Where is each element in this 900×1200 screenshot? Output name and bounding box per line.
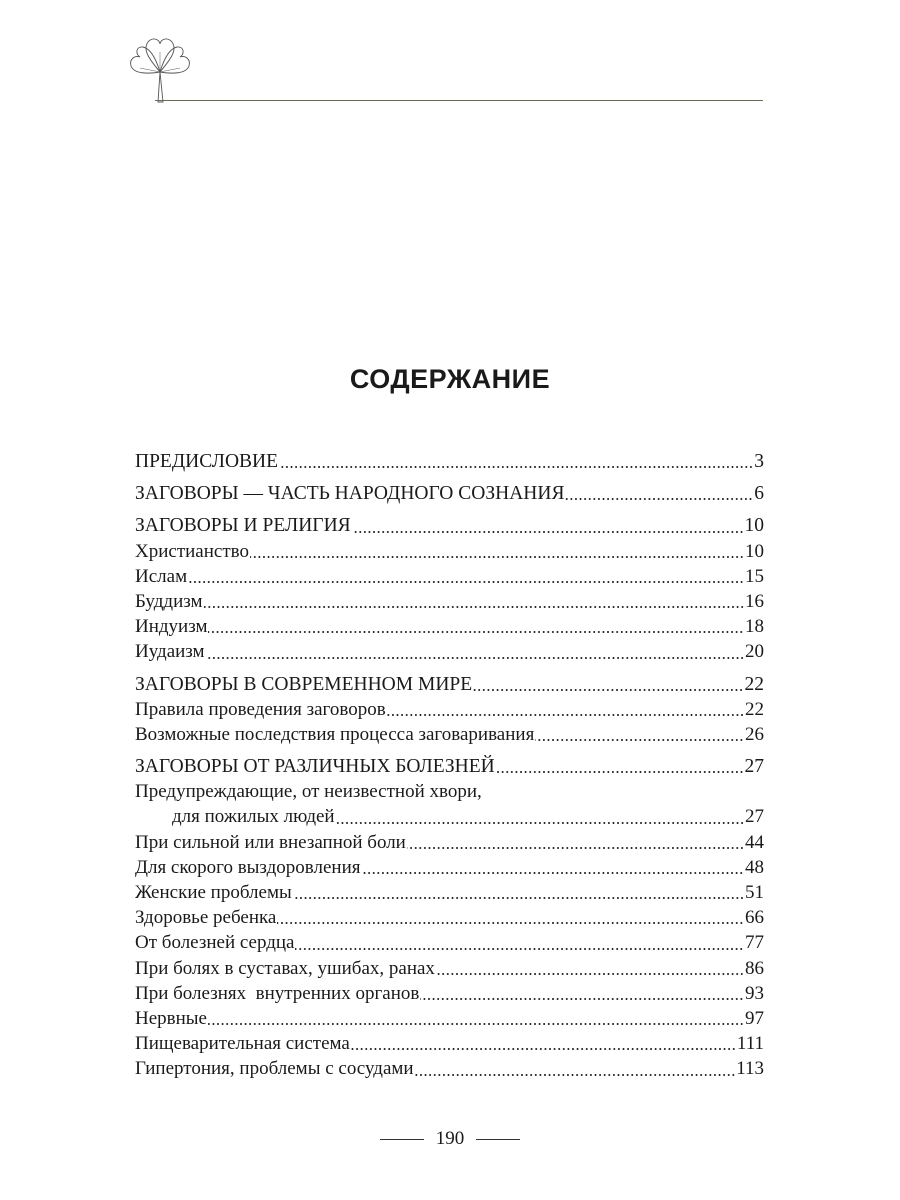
dot-leader bbox=[436, 973, 744, 975]
toc-entry-page: 27 bbox=[745, 806, 764, 828]
toc-subsection bbox=[135, 804, 764, 829]
toc-subsection bbox=[135, 1006, 764, 1031]
toc-subsection bbox=[135, 639, 764, 664]
toc-entry-label: Пищеварительная система bbox=[135, 1033, 350, 1055]
toc-entry-label: При болезнях внутренних органов bbox=[135, 982, 420, 1004]
clover-ornament-icon bbox=[120, 30, 200, 105]
dot-leader bbox=[293, 897, 744, 899]
toc-entry-label: ЗАГОВОРЫ В СОВРЕМЕННОМ МИРЕ bbox=[135, 673, 473, 695]
toc-subsection bbox=[135, 564, 764, 589]
toc-entry-label: Возможные последствия процесса заговаривания bbox=[135, 723, 535, 745]
dot-leader bbox=[208, 631, 744, 633]
dot-leader bbox=[352, 531, 744, 533]
page-footer bbox=[0, 1128, 900, 1150]
toc-entry-page: 22 bbox=[745, 698, 764, 720]
dot-leader bbox=[204, 606, 744, 608]
toc-entry-page: 26 bbox=[745, 723, 764, 745]
dot-leader bbox=[208, 1023, 744, 1025]
toc-entry-page: 86 bbox=[745, 957, 764, 979]
toc-entry-page: 18 bbox=[745, 616, 764, 638]
toc-entry-label: Христианство bbox=[135, 540, 249, 562]
toc-section bbox=[135, 754, 764, 779]
toc-entry-label: Индуизм bbox=[135, 616, 208, 638]
toc-entry-page: 97 bbox=[745, 1007, 764, 1029]
footer-rule-left bbox=[380, 1139, 424, 1140]
page-title: СОДЕРЖАНИЕ bbox=[349, 364, 551, 394]
dot-leader bbox=[250, 556, 744, 558]
dot-leader bbox=[496, 771, 744, 773]
dot-leader bbox=[420, 998, 744, 1000]
dot-leader bbox=[351, 1048, 736, 1050]
toc-entry-label: ПРЕДИСЛОВИЕ bbox=[135, 451, 279, 472]
footer-rule-right bbox=[476, 1139, 520, 1140]
toc-entry-label: Гипертония, проблемы с сосудами bbox=[135, 1058, 414, 1080]
toc-subsection bbox=[135, 905, 764, 930]
page-number: 190 bbox=[435, 1128, 465, 1149]
toc-section bbox=[135, 481, 764, 506]
toc-entry-page: 10 bbox=[745, 540, 764, 562]
toc-subsection bbox=[135, 830, 764, 855]
dot-leader bbox=[336, 822, 744, 824]
toc-entry-page: 10 bbox=[744, 515, 764, 537]
dot-leader bbox=[387, 714, 744, 716]
toc-entry-label: При сильной или внезапной боли bbox=[135, 831, 406, 853]
toc-subsection bbox=[135, 589, 764, 614]
toc-subsection bbox=[135, 1056, 764, 1081]
dot-leader bbox=[277, 922, 744, 924]
toc-subsection bbox=[135, 539, 764, 564]
toc-entry-label: При болях в суставах, ушибах, ранах bbox=[135, 957, 435, 979]
toc-entry-label: Ислам bbox=[135, 565, 188, 587]
toc-subsection bbox=[135, 855, 764, 880]
toc-entry-page: 16 bbox=[745, 590, 764, 612]
toc-subsection bbox=[135, 1031, 764, 1056]
dot-leader bbox=[535, 739, 744, 741]
toc-entry-page: 20 bbox=[745, 641, 764, 663]
dot-leader bbox=[407, 847, 744, 849]
toc-section bbox=[135, 513, 764, 538]
toc-entry-label: для пожилых людей bbox=[172, 806, 335, 828]
toc-entry-label: ЗАГОВОРЫ ОТ РАЗЛИЧНЫХ БОЛЕЗНЕЙ bbox=[135, 756, 495, 778]
toc-entry-label: Нервные bbox=[135, 1007, 207, 1029]
toc-entry-page: 77 bbox=[745, 932, 764, 954]
toc-subsection bbox=[135, 981, 764, 1006]
toc-entry-label: Буддизм bbox=[135, 590, 203, 612]
dot-leader bbox=[279, 466, 753, 468]
dot-leader bbox=[473, 689, 743, 691]
toc-subsection bbox=[135, 614, 764, 639]
dot-leader bbox=[361, 872, 744, 874]
dot-leader bbox=[188, 581, 744, 583]
toc-entry-label: ЗАГОВОРЫ И РЕЛИГИЯ bbox=[135, 515, 351, 537]
toc-entry-label: Здоровье ребенка bbox=[135, 907, 277, 929]
toc-entry-page: 111 bbox=[736, 1033, 764, 1055]
toc-section bbox=[135, 449, 764, 474]
toc-entry-label: Женские проблемы bbox=[135, 882, 292, 903]
dot-leader bbox=[206, 657, 744, 659]
toc-section bbox=[135, 672, 764, 697]
toc-entry-label: Предупреждающие, от неизвестной хвори, bbox=[135, 781, 482, 803]
toc-entry-page: 66 bbox=[745, 907, 764, 929]
toc-subsection bbox=[135, 722, 764, 747]
dot-leader bbox=[295, 948, 744, 950]
toc-entry-page: 48 bbox=[745, 856, 764, 878]
dot-leader bbox=[415, 1074, 736, 1076]
toc-subsection bbox=[135, 956, 764, 981]
toc-entry-label: Правила проведения заговоров bbox=[135, 698, 386, 720]
toc-entry-page: 3 bbox=[754, 451, 764, 472]
toc-entry-label: От болезней сердца bbox=[135, 932, 295, 954]
toc-subsection bbox=[135, 880, 764, 905]
dot-leader bbox=[565, 498, 753, 500]
table-of-contents bbox=[135, 449, 764, 1082]
toc-entry-page: 51 bbox=[745, 882, 764, 903]
toc-entry-page: 15 bbox=[745, 565, 764, 587]
toc-entry-page: 27 bbox=[744, 756, 764, 778]
toc-entry-page: 22 bbox=[744, 673, 764, 695]
toc-subsection bbox=[135, 779, 764, 804]
toc-entry-label: Для скорого выздоровления bbox=[135, 856, 361, 878]
toc-subsection bbox=[135, 697, 764, 722]
toc-entry-label: Иудаизм bbox=[135, 641, 205, 663]
toc-entry-page: 93 bbox=[745, 982, 764, 1004]
toc-entry-page: 113 bbox=[736, 1058, 764, 1080]
toc-entry-page: 6 bbox=[754, 483, 764, 505]
toc-entry-page: 44 bbox=[745, 831, 764, 853]
toc-entry-label: ЗАГОВОРЫ — ЧАСТЬ НАРОДНОГО СОЗНАНИЯ bbox=[135, 483, 565, 505]
header-rule bbox=[155, 100, 763, 101]
toc-subsection bbox=[135, 930, 764, 955]
